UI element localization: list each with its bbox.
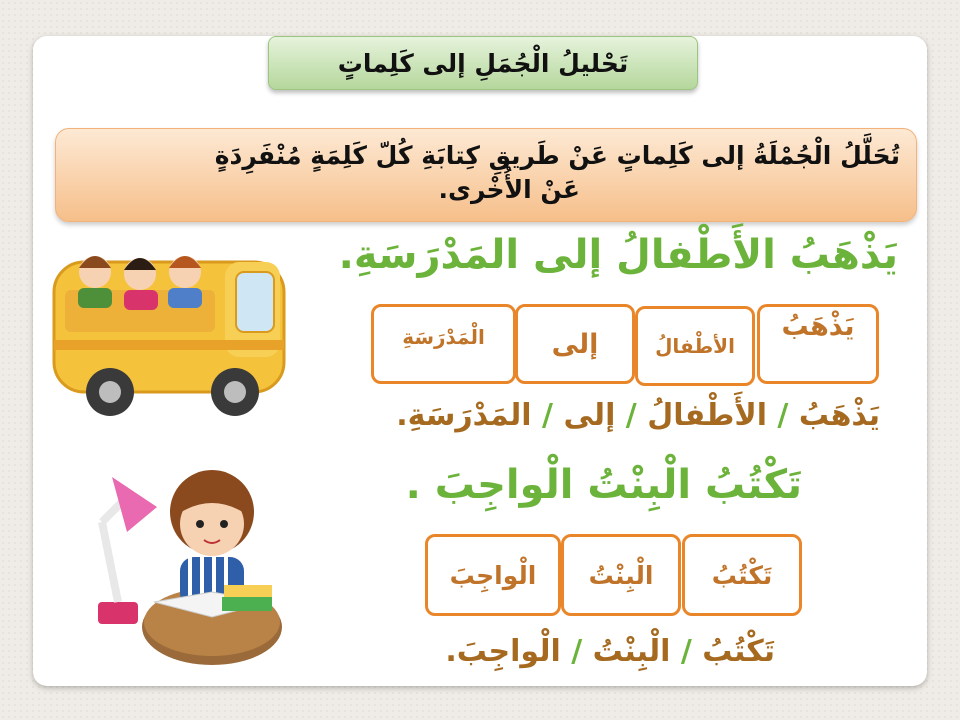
sentence-2: تَكْتُبُ الْبِنْتُ الْواجِبَ . <box>405 462 802 508</box>
split-2-separator: / <box>560 634 593 669</box>
split-1-part-1: يَذْهَبُ <box>798 398 880 433</box>
school-bus-illustration <box>50 232 290 422</box>
definition-line-1: تُحَلَّلُ الْجُمْلَةُ إلى كَلِماتٍ عَنْ طَريقِ كِتابَةِ كُلّ كَلِمَةٍ مُنْفَرِدَةٍ <box>214 141 900 170</box>
word-box-1-text: يَذْهَبُ <box>781 311 855 342</box>
word-box-1 <box>757 304 879 384</box>
definition-box <box>55 128 917 222</box>
split-2-part-3: الْواجِبَ. <box>445 634 561 669</box>
page-title <box>268 36 698 90</box>
split-2-separator: / <box>670 634 703 669</box>
split-1-part-2: الأَطْفالُ <box>647 398 767 433</box>
word-box-6-text: الْبِنْتُ <box>588 560 654 590</box>
word-box-5-text: تَكْتُبُ <box>711 560 773 590</box>
definition-line-2: عَنْ الأُخْرى. <box>438 175 580 204</box>
girl-studying-illustration <box>62 452 282 672</box>
word-box-6 <box>561 534 681 616</box>
sentence-2-split <box>445 634 775 669</box>
word-box-4 <box>371 304 516 384</box>
split-1-part-3: إلى <box>563 398 616 433</box>
split-1-separator: / <box>615 398 648 433</box>
sentence-1: يَذْهَبُ الأَطْفالُ إلى المَدْرَسَةِ. <box>338 232 898 278</box>
word-box-2 <box>635 306 755 386</box>
word-box-7-text: الْواجِبَ <box>449 560 537 590</box>
word-box-3 <box>515 304 635 384</box>
word-box-4-text: الْمَدْرَسَةِ <box>402 325 485 349</box>
split-1-separator: / <box>766 398 799 433</box>
word-box-5 <box>682 534 802 616</box>
sentence-1-split <box>396 398 880 433</box>
split-1-part-4: المَدْرَسَةِ. <box>396 398 532 433</box>
split-1-separator: / <box>531 398 564 433</box>
word-box-2-text: الأطْفالُ <box>655 334 735 358</box>
split-2-part-2: الْبِنْتُ <box>592 634 671 669</box>
word-box-7 <box>425 534 561 616</box>
word-box-3-text: إلى <box>551 328 599 360</box>
page-title-text: تَحْليلُ الْجُمَلِ إلى كَلِماتٍ <box>337 48 629 78</box>
split-2-part-1: تَكْتُبُ <box>702 634 775 669</box>
